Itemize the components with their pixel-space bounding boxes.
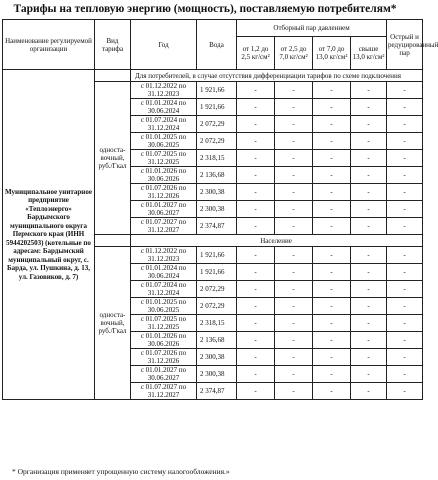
tariff-type-cell: односта-вочный, руб./Гкал bbox=[95, 82, 131, 235]
water-value-cell: 2 136,68 bbox=[197, 167, 237, 184]
header-pressure-3: от 7,0 до 13,0 кг/см² bbox=[313, 37, 351, 70]
water-value-cell: 1 921,66 bbox=[197, 247, 237, 264]
steam-value-cell: - bbox=[313, 99, 351, 116]
steam-value-cell: - bbox=[275, 218, 313, 235]
period-cell: с 01.01.2026 по 30.06.2026 bbox=[131, 332, 197, 349]
steam-value-cell: - bbox=[351, 82, 387, 99]
steam-value-cell: - bbox=[351, 99, 387, 116]
header-water: Вода bbox=[197, 20, 237, 70]
steam-value-cell: - bbox=[387, 116, 423, 133]
period-cell: с 01.01.2024 по 30.06.2024 bbox=[131, 264, 197, 281]
section-row bbox=[3, 70, 423, 82]
period-cell: с 01.12.2022 по 31.12.2023 bbox=[131, 82, 197, 99]
steam-value-cell: - bbox=[313, 366, 351, 383]
water-value-cell: 2 300,38 bbox=[197, 184, 237, 201]
steam-value-cell: - bbox=[237, 218, 275, 235]
section-spacer bbox=[95, 70, 131, 82]
period-cell: с 01.07.2026 по 31.12.2026 bbox=[131, 349, 197, 366]
steam-value-cell: - bbox=[387, 150, 423, 167]
steam-value-cell: - bbox=[387, 366, 423, 383]
steam-value-cell: - bbox=[387, 133, 423, 150]
steam-value-cell: - bbox=[237, 383, 275, 400]
steam-value-cell: - bbox=[387, 349, 423, 366]
steam-value-cell: - bbox=[351, 366, 387, 383]
steam-value-cell: - bbox=[351, 184, 387, 201]
steam-value-cell: - bbox=[351, 281, 387, 298]
steam-value-cell: - bbox=[387, 281, 423, 298]
water-value-cell: 2 318,15 bbox=[197, 150, 237, 167]
steam-value-cell: - bbox=[237, 150, 275, 167]
steam-value-cell: - bbox=[237, 133, 275, 150]
period-cell: с 01.07.2025 по 31.12.2025 bbox=[131, 150, 197, 167]
steam-value-cell: - bbox=[387, 82, 423, 99]
steam-value-cell: - bbox=[275, 332, 313, 349]
header-pressure-1: от 1,2 до 2,5 кг/см² bbox=[237, 37, 275, 70]
section-spacer bbox=[95, 235, 131, 247]
header-sharp-steam: Острый и редуцированный пар bbox=[387, 20, 423, 70]
steam-value-cell: - bbox=[313, 116, 351, 133]
steam-value-cell: - bbox=[387, 184, 423, 201]
steam-value-cell: - bbox=[351, 133, 387, 150]
steam-value-cell: - bbox=[237, 281, 275, 298]
steam-value-cell: - bbox=[237, 99, 275, 116]
steam-value-cell: - bbox=[237, 315, 275, 332]
steam-value-cell: - bbox=[351, 332, 387, 349]
steam-value-cell: - bbox=[237, 201, 275, 218]
steam-value-cell: - bbox=[351, 298, 387, 315]
steam-value-cell: - bbox=[313, 298, 351, 315]
header-steam: Отборный пар давлением bbox=[237, 20, 387, 37]
steam-value-cell: - bbox=[237, 167, 275, 184]
steam-value-cell: - bbox=[351, 247, 387, 264]
section-label: Население bbox=[131, 235, 423, 247]
steam-value-cell: - bbox=[275, 99, 313, 116]
period-cell: с 01.12.2022 по 31.12.2023 bbox=[131, 247, 197, 264]
steam-value-cell: - bbox=[275, 116, 313, 133]
steam-value-cell: - bbox=[313, 218, 351, 235]
steam-value-cell: - bbox=[275, 383, 313, 400]
steam-value-cell: - bbox=[313, 383, 351, 400]
steam-value-cell: - bbox=[313, 332, 351, 349]
steam-value-cell: - bbox=[351, 218, 387, 235]
period-cell: с 01.01.2025 по 30.06.2025 bbox=[131, 298, 197, 315]
steam-value-cell: - bbox=[275, 349, 313, 366]
period-cell: с 01.01.2024 по 30.06.2024 bbox=[131, 99, 197, 116]
steam-value-cell: - bbox=[313, 315, 351, 332]
water-value-cell: 2 300,38 bbox=[197, 349, 237, 366]
steam-value-cell: - bbox=[275, 264, 313, 281]
steam-value-cell: - bbox=[387, 167, 423, 184]
steam-value-cell: - bbox=[237, 264, 275, 281]
footnote: * Организация применяет упрощенную систему налогообложения.» bbox=[12, 467, 230, 476]
header-row-top bbox=[3, 20, 423, 37]
water-value-cell: 1 921,66 bbox=[197, 264, 237, 281]
steam-value-cell: - bbox=[313, 247, 351, 264]
steam-value-cell: - bbox=[313, 133, 351, 150]
water-value-cell: 2 374,87 bbox=[197, 383, 237, 400]
steam-value-cell: - bbox=[351, 383, 387, 400]
period-cell: с 01.01.2025 по 30.06.2025 bbox=[131, 133, 197, 150]
steam-value-cell: - bbox=[237, 332, 275, 349]
header-org: Наименование регулируемой организации bbox=[3, 20, 95, 70]
water-value-cell: 1 921,66 bbox=[197, 82, 237, 99]
steam-value-cell: - bbox=[313, 264, 351, 281]
period-cell: с 01.07.2025 по 31.12.2025 bbox=[131, 315, 197, 332]
steam-value-cell: - bbox=[351, 315, 387, 332]
water-value-cell: 2 136,68 bbox=[197, 332, 237, 349]
steam-value-cell: - bbox=[237, 366, 275, 383]
steam-value-cell: - bbox=[387, 201, 423, 218]
steam-value-cell: - bbox=[237, 116, 275, 133]
steam-value-cell: - bbox=[275, 167, 313, 184]
steam-value-cell: - bbox=[313, 150, 351, 167]
steam-value-cell: - bbox=[387, 332, 423, 349]
steam-value-cell: - bbox=[387, 383, 423, 400]
water-value-cell: 2 072,29 bbox=[197, 298, 237, 315]
water-value-cell: 2 300,38 bbox=[197, 366, 237, 383]
header-pressure-2: от 2,5 до 7,0 кг/см² bbox=[275, 37, 313, 70]
steam-value-cell: - bbox=[313, 82, 351, 99]
water-value-cell: 2 072,29 bbox=[197, 133, 237, 150]
steam-value-cell: - bbox=[275, 366, 313, 383]
header-tariff-type: Вид тарифа bbox=[95, 20, 131, 70]
steam-value-cell: - bbox=[275, 184, 313, 201]
steam-value-cell: - bbox=[387, 264, 423, 281]
steam-value-cell: - bbox=[275, 247, 313, 264]
steam-value-cell: - bbox=[237, 349, 275, 366]
water-value-cell: 2 318,15 bbox=[197, 315, 237, 332]
period-cell: с 01.01.2027 по 30.06.2027 bbox=[131, 201, 197, 218]
steam-value-cell: - bbox=[313, 167, 351, 184]
period-cell: с 01.01.2026 по 30.06.2026 bbox=[131, 167, 197, 184]
steam-value-cell: - bbox=[351, 167, 387, 184]
steam-value-cell: - bbox=[313, 201, 351, 218]
steam-value-cell: - bbox=[351, 201, 387, 218]
steam-value-cell: - bbox=[275, 133, 313, 150]
steam-value-cell: - bbox=[313, 281, 351, 298]
water-value-cell: 2 374,87 bbox=[197, 218, 237, 235]
period-cell: с 01.07.2027 по 31.12.2027 bbox=[131, 383, 197, 400]
period-cell: с 01.07.2027 по 31.12.2027 bbox=[131, 218, 197, 235]
period-cell: с 01.07.2024 по 31.12.2024 bbox=[131, 116, 197, 133]
steam-value-cell: - bbox=[351, 150, 387, 167]
period-cell: с 01.01.2027 по 30.06.2027 bbox=[131, 366, 197, 383]
steam-value-cell: - bbox=[275, 298, 313, 315]
organization-cell: Муниципальное унитарное предприятие «Теплоэнерго» Бардымского муниципального округа Пермского края (ИНН 5944202503) (котельные по адресам: Бардымский муниципальный округ, с. Барда, ул. Пушкина, д. 13, ул. Газовиков, д. 7) bbox=[3, 70, 95, 400]
steam-value-cell: - bbox=[275, 82, 313, 99]
steam-value-cell: - bbox=[387, 99, 423, 116]
steam-value-cell: - bbox=[237, 298, 275, 315]
water-value-cell: 2 300,38 bbox=[197, 201, 237, 218]
period-cell: с 01.07.2024 по 31.12.2024 bbox=[131, 281, 197, 298]
water-value-cell: 1 921,66 bbox=[197, 99, 237, 116]
period-cell: с 01.07.2026 по 31.12.2026 bbox=[131, 184, 197, 201]
page-title: Тарифы на тепловую энергию (мощность), поставляемую потребителям* bbox=[13, 3, 397, 15]
steam-value-cell: - bbox=[351, 264, 387, 281]
steam-value-cell: - bbox=[387, 298, 423, 315]
steam-value-cell: - bbox=[351, 116, 387, 133]
steam-value-cell: - bbox=[237, 82, 275, 99]
steam-value-cell: - bbox=[237, 247, 275, 264]
header-year: Год bbox=[131, 20, 197, 70]
steam-value-cell: - bbox=[387, 247, 423, 264]
steam-value-cell: - bbox=[237, 184, 275, 201]
steam-value-cell: - bbox=[275, 201, 313, 218]
steam-value-cell: - bbox=[313, 349, 351, 366]
steam-value-cell: - bbox=[313, 184, 351, 201]
section-label: Для потребителей, в случае отсутствия дифференциации тарифов по схеме подключения bbox=[131, 70, 423, 82]
steam-value-cell: - bbox=[387, 218, 423, 235]
tariff-type-cell: односта-вочный, руб./Гкал bbox=[95, 247, 131, 400]
steam-value-cell: - bbox=[275, 281, 313, 298]
steam-value-cell: - bbox=[275, 315, 313, 332]
steam-value-cell: - bbox=[387, 315, 423, 332]
steam-value-cell: - bbox=[351, 349, 387, 366]
tariff-table bbox=[2, 19, 438, 400]
water-value-cell: 2 072,29 bbox=[197, 281, 237, 298]
water-value-cell: 2 072,29 bbox=[197, 116, 237, 133]
steam-value-cell: - bbox=[275, 150, 313, 167]
header-pressure-4: свыше 13,0 кг/см² bbox=[351, 37, 387, 70]
